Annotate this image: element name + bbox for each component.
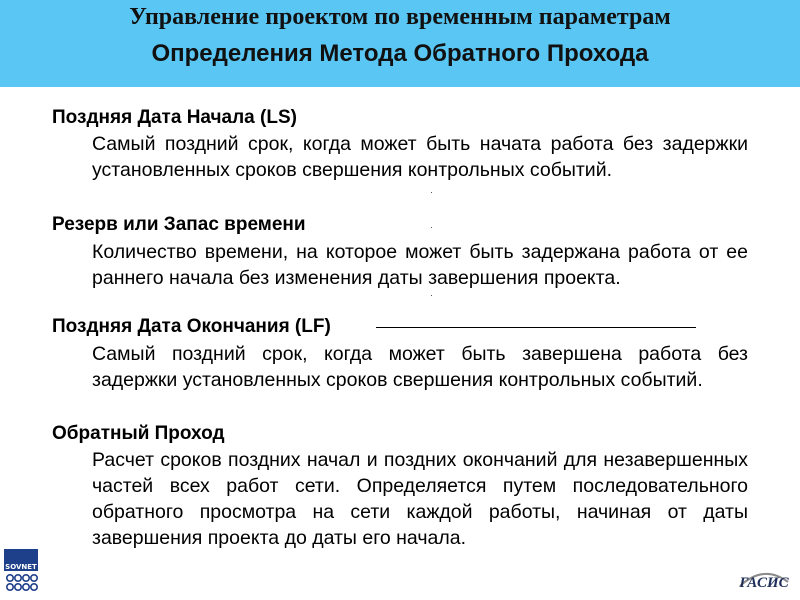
term-heading-float: Резерв или Запас времени xyxy=(52,214,306,235)
slide-header xyxy=(0,0,800,87)
term-body-lf: Самый поздний срок, когда может быть завершена работа без задержки установленных сроков свершения контрольных событий. xyxy=(92,343,748,391)
term-body-float: Количество времени, на которое может быть задержана работа от ее раннего начала без изменения даты завершения проекта. xyxy=(92,241,748,289)
svg-text:ГАСИС: ГАСИС xyxy=(739,575,789,591)
term-body-ls: Самый поздний срок, когда может быть начата работа без задержки установленных сроков свершения контрольных событий. xyxy=(92,133,748,181)
stray-dot xyxy=(431,192,432,193)
term-heading-ls: Поздняя Дата Начала (LS) xyxy=(52,107,297,128)
stray-dot xyxy=(431,227,432,228)
term-heading-lf: Поздняя Дата Окончания (LF) xyxy=(52,316,331,337)
gasis-logo-icon xyxy=(736,562,792,592)
slide-subtitle: Определения Метода Обратного Прохода xyxy=(151,40,649,67)
term-heading-backward-pass: Обратный Проход xyxy=(52,423,225,444)
stray-dot xyxy=(431,295,432,296)
sovnet-logo-icon xyxy=(3,548,39,596)
term-body-backward-pass: Расчет сроков поздних начал и поздних окончаний для незавершенных частей всех работ сети. Определяется путем последовательного обратного просмотра на сети каждой работы, начиная от даты завершения проекта до даты его начала. xyxy=(92,449,748,549)
divider-line xyxy=(376,327,696,328)
svg-text:SOVNET: SOVNET xyxy=(5,563,37,571)
slide-title: Управление проектом по временным параметрам xyxy=(129,4,671,30)
